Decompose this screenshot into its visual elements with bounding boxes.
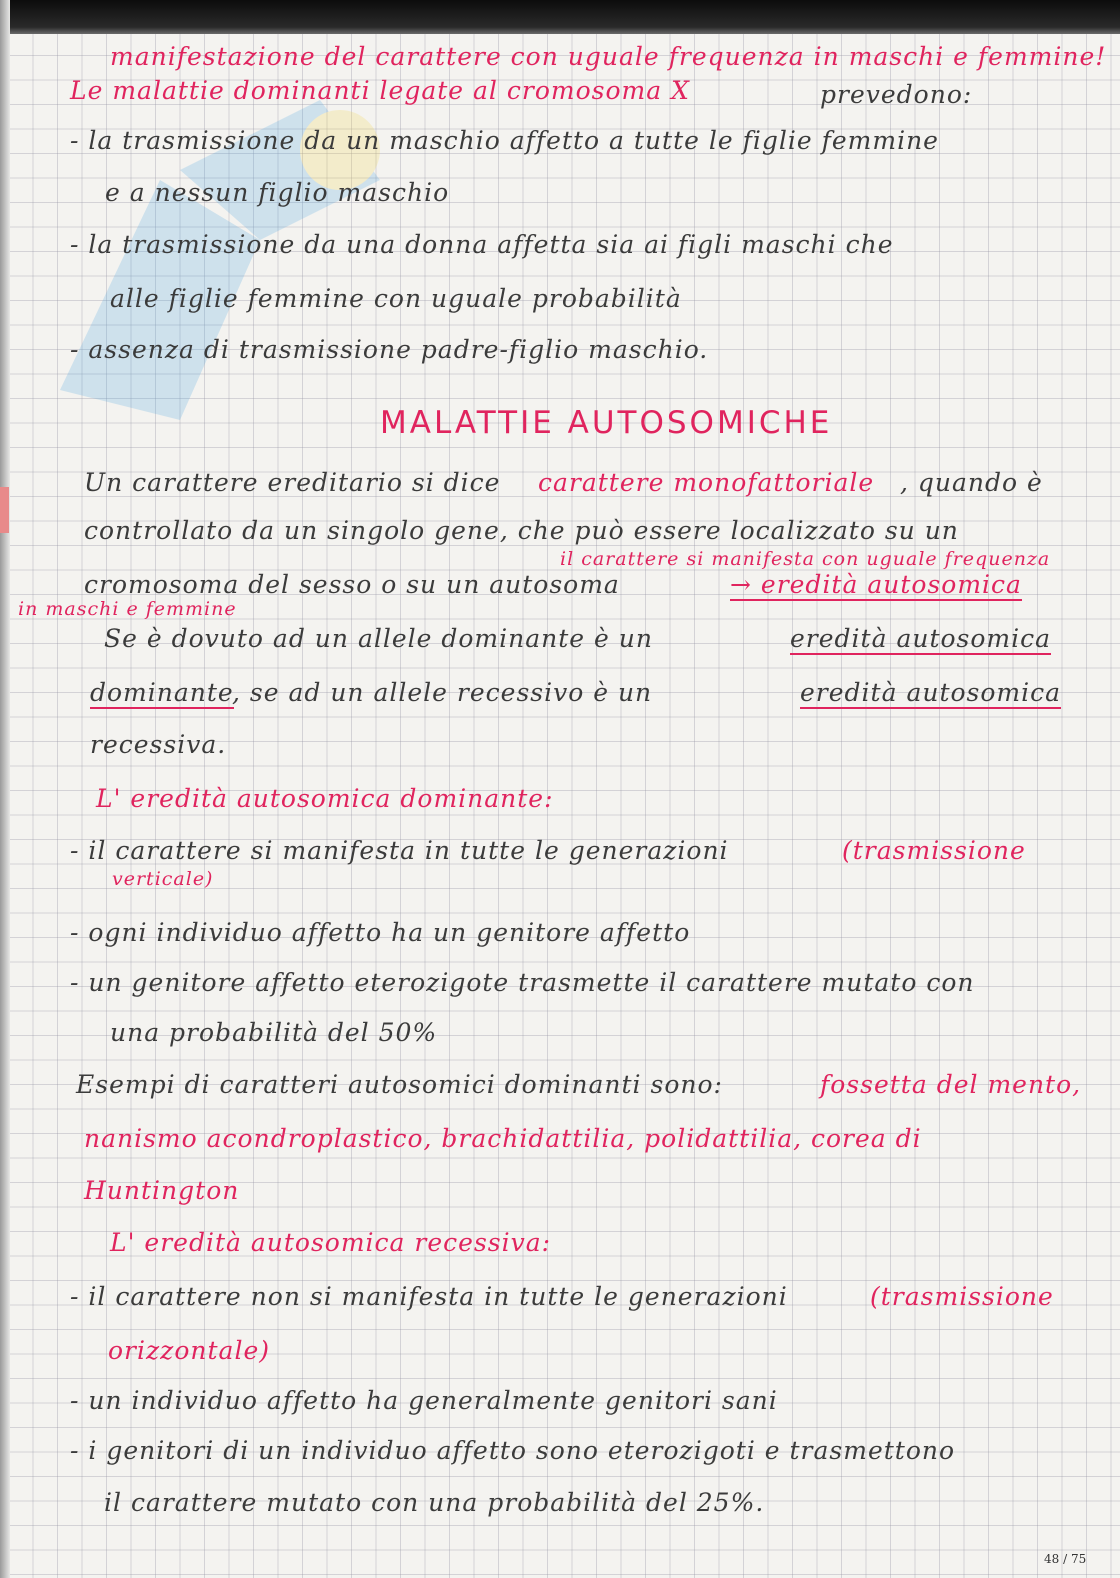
margin-note-2: in maschi e femmine — [18, 598, 237, 620]
line-3: - la trasmissione da un maschio affetto a tutte le figlie femmine — [70, 126, 939, 155]
recessive-point-1-paren: (trasmissione — [870, 1282, 1054, 1311]
examples-line-2: nanismo acondroplastico, brachidattilia, polidattilia, corea di — [84, 1124, 922, 1153]
examples-line-1-pink: fossetta del mento, — [820, 1070, 1082, 1099]
body-line-3-arrow: → eredità autosomica — [730, 570, 1022, 599]
recessive-point-3: - i genitori di un individuo affetto sono eterozigoti e trasmettono — [70, 1436, 956, 1465]
recessive-point-3-cont: il carattere mutato con una probabilità del 25%. — [104, 1488, 765, 1517]
body-line-1a: Un carattere ereditario si dice — [84, 468, 501, 497]
line-1: manifestazione del carattere con uguale frequenza in maschi e femmine! — [110, 42, 1107, 71]
line-2-heading: Le malattie dominanti legate al cromosoma X — [70, 76, 690, 105]
line-5: - la trasmissione da una donna affetta sia ai figli maschi che — [70, 230, 894, 259]
body-line-5b: , se ad un allele recessivo è un — [232, 678, 653, 707]
scan-left-edge — [0, 0, 10, 1578]
recessive-heading: L' eredità autosomica recessiva: — [110, 1228, 552, 1257]
body-line-2: controllato da un singolo gene, che può essere localizzato su un — [84, 516, 959, 545]
dominant-point-3: - un genitore affetto eterozigote trasmette il carattere mutato con — [70, 968, 975, 997]
body-line-6: recessiva. — [90, 730, 227, 759]
dominant-heading: L' eredità autosomica dominante: — [96, 784, 554, 813]
recessive-point-2: - un individuo affetto ha generalmente genitori sani — [70, 1386, 778, 1415]
page-tab-marker — [0, 487, 9, 533]
line-2-tail: prevedono: — [820, 80, 973, 109]
body-line-4b: eredità autosomica — [790, 624, 1052, 653]
dominant-point-2: - ogni individuo affetto ha un genitore affetto — [70, 918, 691, 947]
section-title: MALATTIE AUTOSOMICHE — [380, 405, 833, 441]
dominant-point-1-paren: (trasmissione — [842, 836, 1026, 865]
body-line-1-term: carattere monofattoriale — [538, 468, 875, 497]
line-6: alle figlie femmine con uguale probabilità — [110, 284, 682, 313]
body-line-3a: cromosoma del sesso o su un autosoma — [84, 570, 620, 599]
dominant-point-1-cont: verticale) — [112, 868, 214, 890]
recessive-point-1-cont: orizzontale) — [108, 1336, 270, 1365]
examples-line-3: Huntington — [84, 1176, 240, 1205]
dominant-point-3-cont: una probabilità del 50% — [110, 1018, 438, 1047]
margin-note-1: il carattere si manifesta con uguale frequenza — [560, 548, 1051, 570]
body-line-5a: dominante — [90, 678, 234, 707]
line-4: e a nessun figlio maschio — [105, 178, 450, 207]
examples-line-1: Esempi di caratteri autosomici dominanti sono: — [76, 1070, 723, 1099]
recessive-point-1: - il carattere non si manifesta in tutte le generazioni — [70, 1282, 788, 1311]
line-7: - assenza di trasmissione padre-figlio maschio. — [70, 335, 709, 364]
body-line-4a: Se è dovuto ad un allele dominante è un — [104, 624, 653, 653]
body-line-1c: , quando è — [900, 468, 1043, 497]
dominant-point-1: - il carattere si manifesta in tutte le generazioni — [70, 836, 729, 865]
scan-top-border — [0, 0, 1120, 34]
page-number: 48 / 75 — [1044, 1552, 1087, 1566]
body-line-5c: eredità autosomica — [800, 678, 1062, 707]
